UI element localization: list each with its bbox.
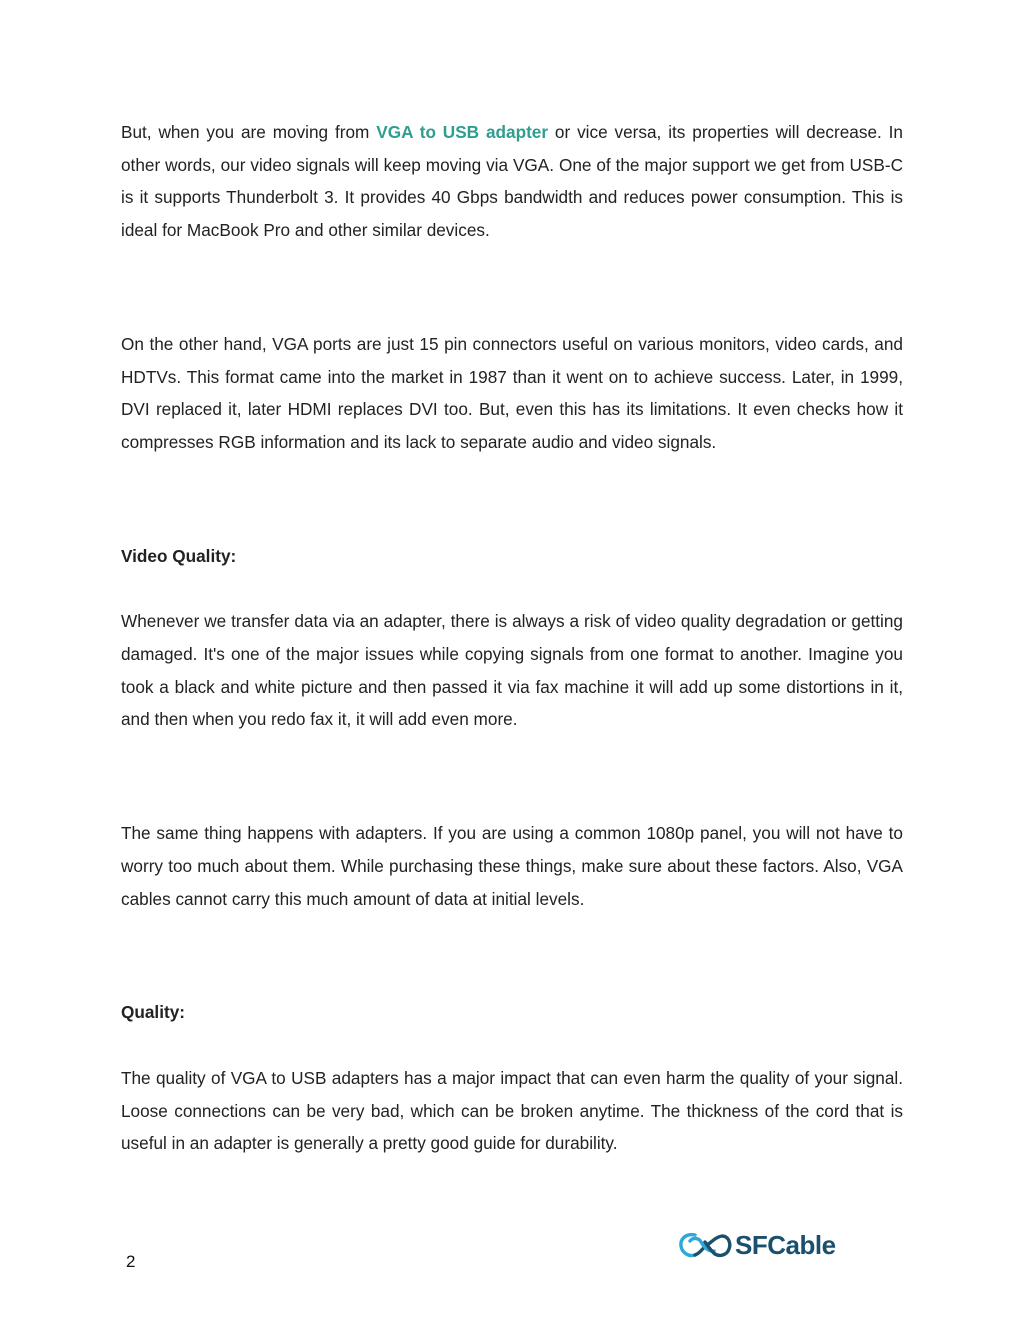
logo-text: SFCable xyxy=(735,1229,836,1260)
paragraph-video-quality: Whenever we transfer data via an adapter, there is always a risk of video quality degradation or getting damaged. It's one of the major issues while copying signals from one format to another. Imagine you took a black and white picture and then passed it via fax machine it will add up some distortions in it, and then when you redo fax it, it will add even more. xyxy=(121,611,903,730)
paragraph-adapters: The same thing happens with adapters. If you are using a common 1080p panel, you will not have to worry too much about them. While purchasing these things, make sure about these factors. Also, VGA cables cannot carry this much amount of data at initial levels. xyxy=(121,823,903,909)
document-body xyxy=(121,116,903,1160)
page-number: 2 xyxy=(126,1252,136,1271)
paragraph-text: or vice versa, its properties will decrease. In other words, our video signals will keep moving via VGA. One of the major support we get from USB-C is it supports Thunderbolt 3. It provides 40 Gbps bandwidth and reduces power consumption. This is ideal for MacBook Pro and other similar devices. xyxy=(121,122,903,241)
sfcable-logo xyxy=(677,1226,836,1264)
paragraph-quality: The quality of VGA to USB adapters has a major impact that can even harm the quality of your signal. Loose connections can be very bad, which can be broken anytime. The thickness of the cord that is useful in an adapter is generally a pretty good guide for durability. xyxy=(121,1067,903,1154)
spacer xyxy=(121,915,903,996)
paragraph-usb-c xyxy=(121,116,903,247)
spacer xyxy=(121,572,903,605)
spacer xyxy=(121,247,903,328)
spacer xyxy=(121,459,903,540)
spacer xyxy=(121,1029,903,1062)
heading-video-quality: Video Quality: xyxy=(121,545,237,566)
paragraph-vga-ports: On the other hand, VGA ports are just 15 pin connectors useful on various monitors, video cards, and HDTVs. This format came into the market in 1987 than it went on to achieve success. Later, in 1999, DVI replaced it, later HDMI replaces DVI too. But, even this has its limitations. It even checks how it compresses RGB information and its lack to separate audio and video signals. xyxy=(121,333,903,452)
vga-to-usb-adapter-link[interactable]: VGA to USB adapter xyxy=(376,122,549,142)
heading-quality: Quality: xyxy=(121,1002,185,1023)
paragraph-text: But, when you are moving from xyxy=(121,122,377,142)
spacer xyxy=(121,736,903,817)
sfcable-logo-icon xyxy=(677,1228,733,1262)
